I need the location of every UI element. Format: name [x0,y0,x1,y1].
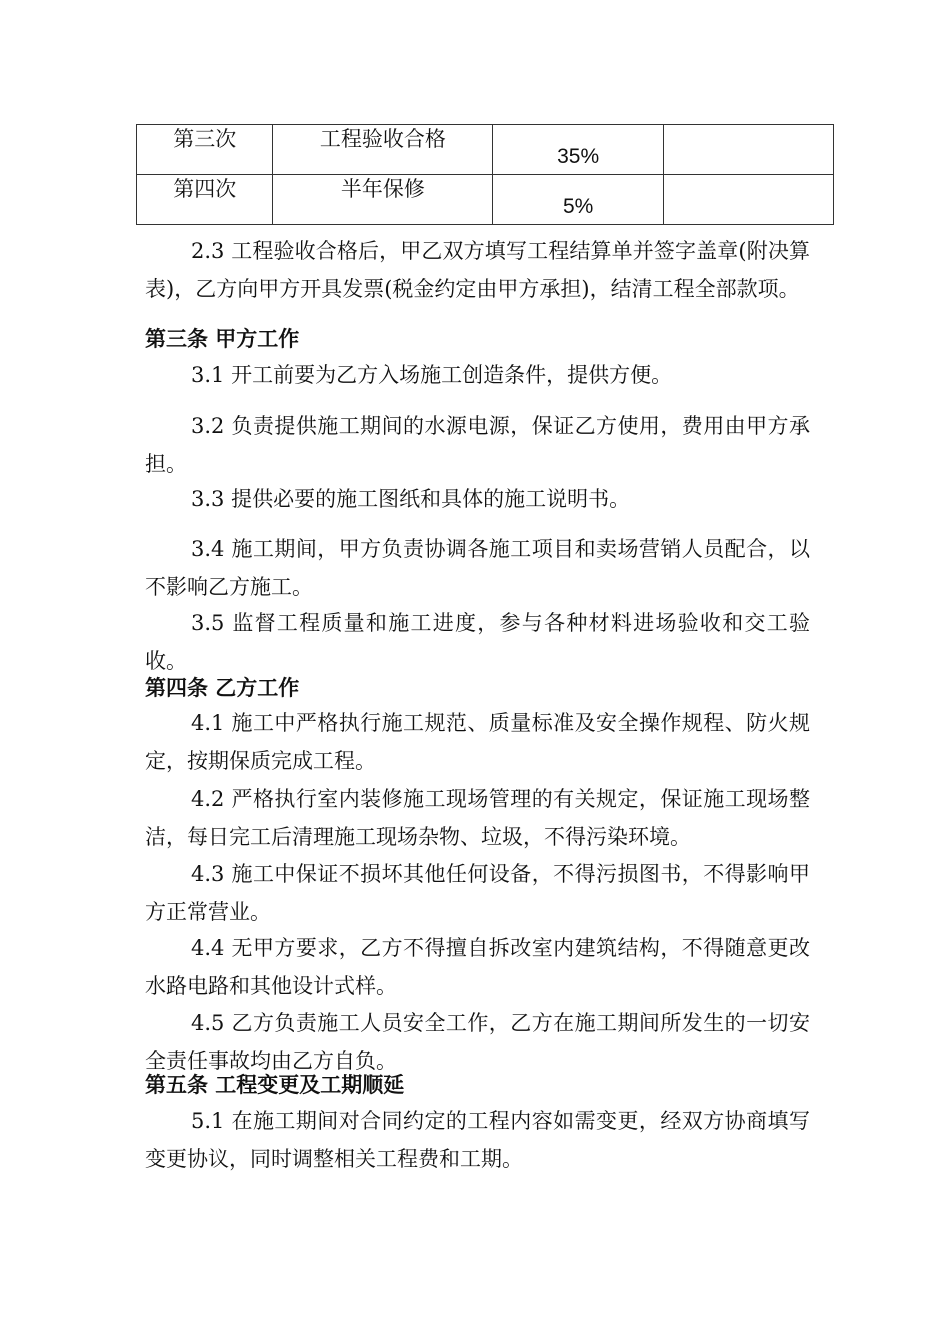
installment-cell: 第三次 [137,125,273,175]
clause-4-5: 4.5 乙方负责施工人员安全工作，乙方在施工期间所发生的一切安全责任事故均由乙方自负。 [145,1011,810,1073]
clause-4-3: 4.3 施工中保证不损坏其他任何设备，不得污损图书，不得影响甲方正常营业。 [145,862,810,924]
clause-4-2: 4.2 严格执行室内装修施工现场管理的有关规定，保证施工现场整洁，每日完工后清理施工现场杂物、垃圾，不得污染环境。 [145,787,810,849]
section-4-heading: 第四条 乙方工作 [145,676,300,700]
clause-3-1: 3.1 开工前要为乙方入场施工创造条件，提供方便。 [191,363,673,387]
section-3-heading: 第三条 甲方工作 [145,327,300,351]
installment-cell: 第四次 [137,175,273,225]
percent-cell: 35% [493,125,663,175]
clause-4-1: 4.1 施工中严格执行施工规范、质量标准及安全操作规程、防火规定，按期保质完成工程。 [145,711,810,773]
section-5-heading: 第五条 工程变更及工期顺延 [145,1073,405,1097]
note-cell [663,125,833,175]
clause-3-4: 3.4 施工期间，甲方负责协调各施工项目和卖场营销人员配合，以不影响乙方施工。 [145,537,810,599]
percent-cell: 5% [493,175,663,225]
clause-4-4: 4.4 无甲方要求，乙方不得擅自拆改室内建筑结构，不得随意更改水路电路和其他设计式样。 [145,936,810,998]
clause-5-1: 5.1 在施工期间对合同约定的工程内容如需变更，经双方协商填写变更协议，同时调整相关工程费和工期。 [145,1109,810,1171]
table-row [137,175,834,225]
clause-3-3: 3.3 提供必要的施工图纸和具体的施工说明书。 [191,487,631,511]
note-cell [663,175,833,225]
condition-cell: 工程验收合格 [273,125,493,175]
clause-2-3: 2.3 工程验收合格后，甲乙双方填写工程结算单并签字盖章(附决算表)，乙方向甲方开具发票(税金约定由甲方承担)，结清工程全部款项。 [145,239,810,301]
table-row [137,125,834,175]
condition-cell: 半年保修 [273,175,493,225]
clause-3-2: 3.2 负责提供施工期间的水源电源，保证乙方使用，费用由甲方承担。 [145,414,810,476]
clause-3-5: 3.5 监督工程质量和施工进度，参与各种材料进场验收和交工验收。 [145,611,810,673]
payment-schedule-table [136,124,834,225]
